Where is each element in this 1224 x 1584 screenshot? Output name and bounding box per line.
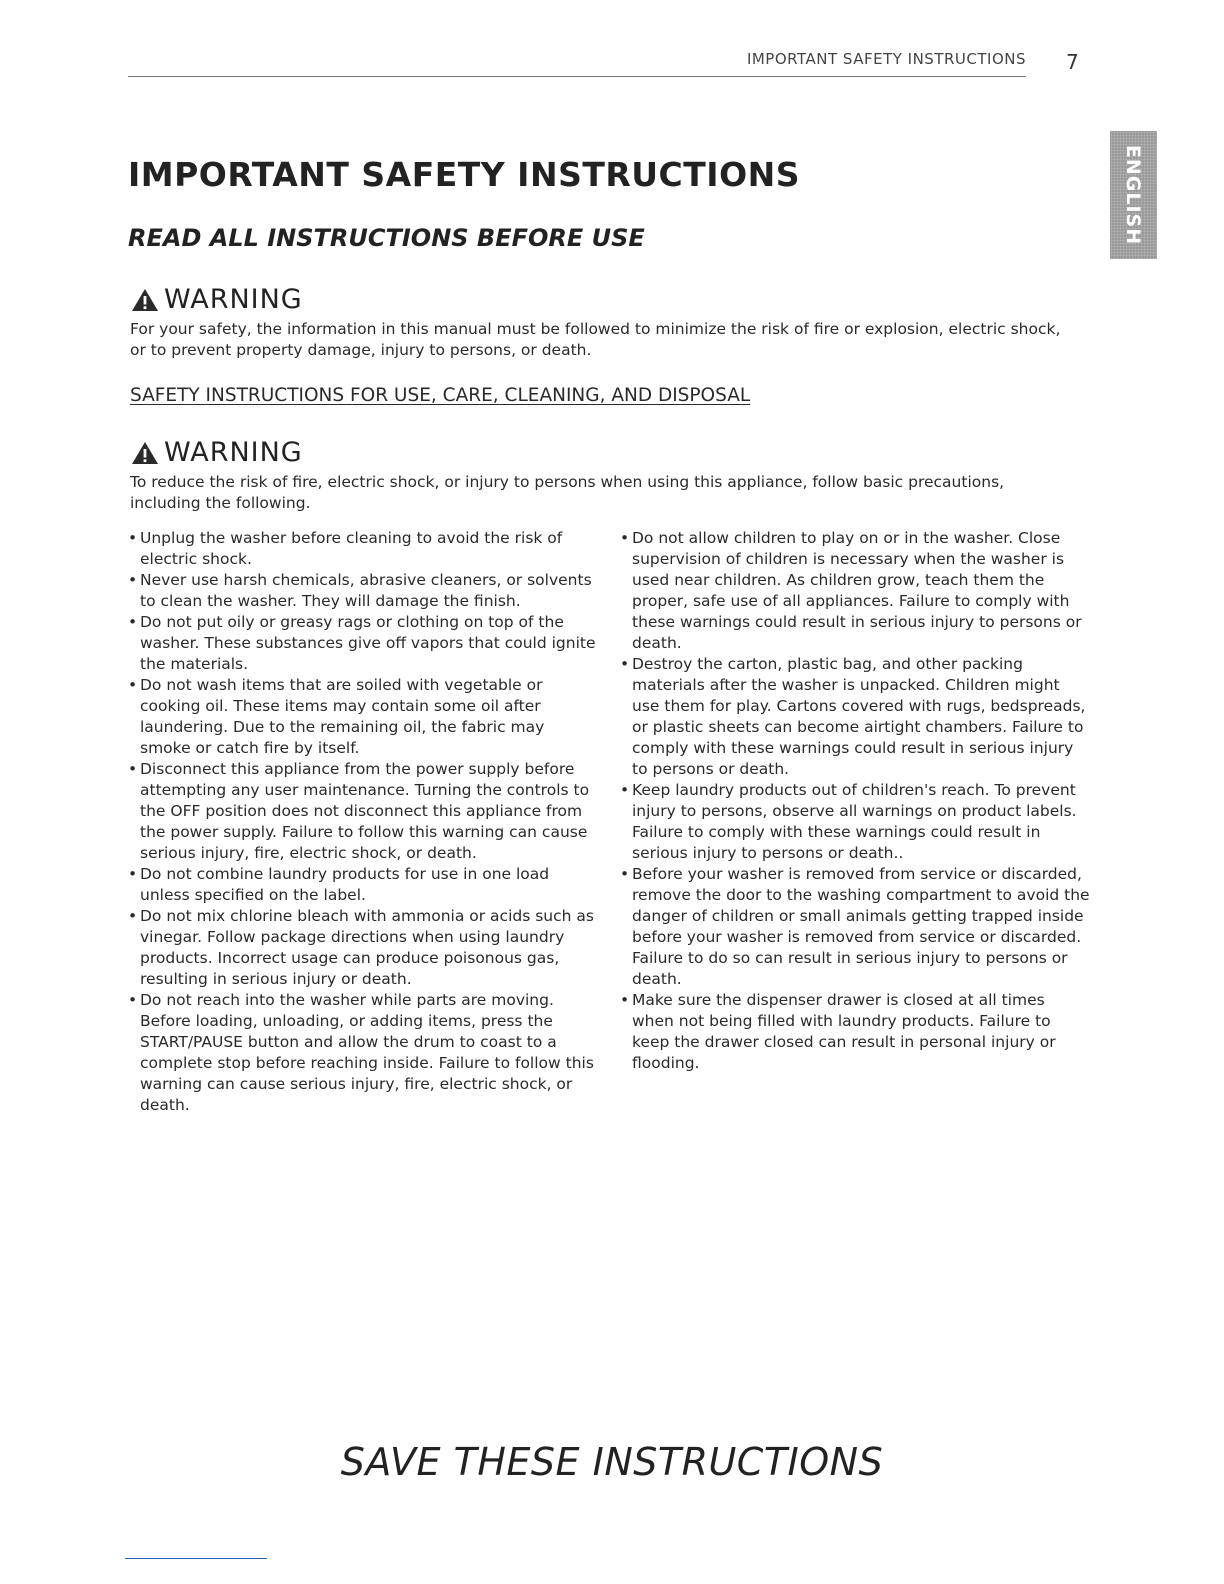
list-item: • Make sure the dispenser drawer is closed at all times when not being filled with laundry products. Failure to keep the drawer closed can result in personal injury or flooding. <box>620 990 1090 1074</box>
list-item: • Do not combine laundry products for use in one load unless specified on the label. <box>128 864 598 906</box>
list-item: • Do not allow children to play on or in the washer. Close supervision of children is necessary when the washer is used near children. As children grow, teach them the proper, safe use of all appliances. Failure to comply with these warnings could result in serious injury to persons or death. <box>620 528 1090 654</box>
list-item: • Do not put oily or greasy rags or clothing on top of the washer. These substances give off vapors that could ignite the materials. <box>128 612 598 675</box>
running-header: IMPORTANT SAFETY INSTRUCTIONS <box>128 50 1026 77</box>
bullet-list-left <box>128 528 598 1116</box>
list-item: • Never use harsh chemicals, abrasive cleaners, or solvents to clean the washer. They will damage the finish. <box>128 570 598 612</box>
language-tab-label: ENGLISH <box>1122 144 1145 246</box>
page-number: 7 <box>1066 50 1079 74</box>
warning-heading-2 <box>130 437 303 468</box>
list-item: • Keep laundry products out of children's reach. To prevent injury to persons, observe all warnings on product labels. Failure to comply with these warnings could result in serious injury to persons or death.. <box>620 780 1090 864</box>
language-tab <box>1110 131 1157 259</box>
page-subtitle: READ ALL INSTRUCTIONS BEFORE USE <box>128 224 645 252</box>
list-item: • Do not mix chlorine bleach with ammonia or acids such as vinegar. Follow package directions when using laundry products. Incorrect usage can produce poisonous gas, resulting in serious injury or death. <box>128 906 598 990</box>
section-heading: SAFETY INSTRUCTIONS FOR USE, CARE, CLEANING, AND DISPOSAL <box>130 385 751 406</box>
list-item: • Destroy the carton, plastic bag, and other packing materials after the washer is unpacked. Children might use them for play. Cartons covered with rugs, bedspreads, or plastic sheets can become airtight chambers. Failure to comply with these warnings could result in serious injury to persons or death. <box>620 654 1090 780</box>
warning-label: WARNING <box>164 284 303 315</box>
warning-heading-1 <box>130 284 303 315</box>
list-item: • Disconnect this appliance from the power supply before attempting any user maintenance. Turning the controls to the OFF position does not disconnect this appliance from the power supply. Failure to follow this warning can cause serious injury, fire, electric shock, or death. <box>128 759 598 864</box>
list-item: • Do not wash items that are soiled with vegetable or cooking oil. These items may contain some oil after laundering. Due to the remaining oil, the fabric may smoke or catch fire by itself. <box>128 675 598 759</box>
bullet-list-right <box>620 528 1090 1074</box>
warning-triangle-icon <box>130 287 160 313</box>
page-title: IMPORTANT SAFETY INSTRUCTIONS <box>128 155 801 194</box>
list-item: • Do not reach into the washer while parts are moving. Before loading, unloading, or adding items, press the START/PAUSE button and allow the drum to coast to a complete stop before reaching inside. Failure to follow this warning can cause serious injury, fire, electric shock, or death. <box>128 990 598 1116</box>
warning-label: WARNING <box>164 437 303 468</box>
footer-save-instructions: SAVE THESE INSTRUCTIONS <box>340 1440 884 1484</box>
warning-text-1: For your safety, the information in this manual must be followed to minimize the risk of fire or explosion, electric shock, or to prevent property damage, injury to persons, or death. <box>130 320 1061 359</box>
list-item: • Unplug the washer before cleaning to avoid the risk of electric shock. <box>128 528 598 570</box>
list-item: • Before your washer is removed from service or discarded, remove the door to the washing compartment to avoid the danger of children or small animals getting trapped inside before your washer is removed from service or discarded. Failure to do so can result in serious injury to persons or death. <box>620 864 1090 990</box>
footer-divider <box>125 1558 267 1559</box>
warning-triangle-icon <box>130 440 160 466</box>
warning-text-2: To reduce the risk of fire, electric shock, or injury to persons when using this appliance, follow basic precautions, including the following. <box>130 473 1005 512</box>
